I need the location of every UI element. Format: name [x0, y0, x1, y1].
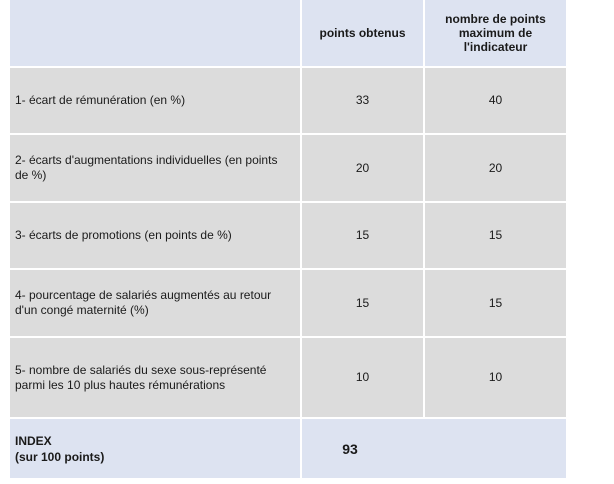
index-total: 93: [342, 440, 358, 457]
header-row: [10, 0, 566, 67]
table-row: [10, 67, 566, 134]
row-label: 5- nombre de salariés du sexe sous-représenté parmi les 10 plus hautes rémunérations: [10, 337, 301, 418]
index-title: INDEX: [15, 433, 52, 448]
table-row: [10, 337, 566, 418]
header-max-text: nombre de points maximum de l'indicateur: [445, 12, 546, 54]
table-row: [10, 134, 566, 202]
index-label-cell: [10, 418, 301, 478]
header-label-cell: [10, 0, 301, 67]
row-points: 10: [301, 337, 424, 418]
row-points: 15: [301, 202, 424, 269]
row-points: 33: [301, 67, 424, 134]
row-label: 2- écarts d'augmentations individuelles (en points de %): [10, 134, 301, 202]
row-max: 10: [424, 337, 566, 418]
row-max: 40: [424, 67, 566, 134]
row-max: 15: [424, 202, 566, 269]
row-label: 4- pourcentage de salariés augmentés au retour d'un congé maternité (%): [10, 269, 301, 337]
row-points: 15: [301, 269, 424, 337]
index-total-cell: [301, 418, 566, 478]
row-max: 15: [424, 269, 566, 337]
index-subtitle: (sur 100 points): [15, 449, 105, 464]
header-points-cell: points obtenus: [301, 0, 424, 67]
table-row: [10, 269, 566, 337]
index-row: [10, 418, 566, 478]
row-points: 20: [301, 134, 424, 202]
table-row: [10, 202, 566, 269]
row-label: 1- écart de rémunération (en %): [10, 67, 301, 134]
row-max: 20: [424, 134, 566, 202]
row-label: 3- écarts de promotions (en points de %): [10, 202, 301, 269]
header-max-cell: [424, 0, 566, 67]
index-egalite-table: [10, 0, 566, 478]
